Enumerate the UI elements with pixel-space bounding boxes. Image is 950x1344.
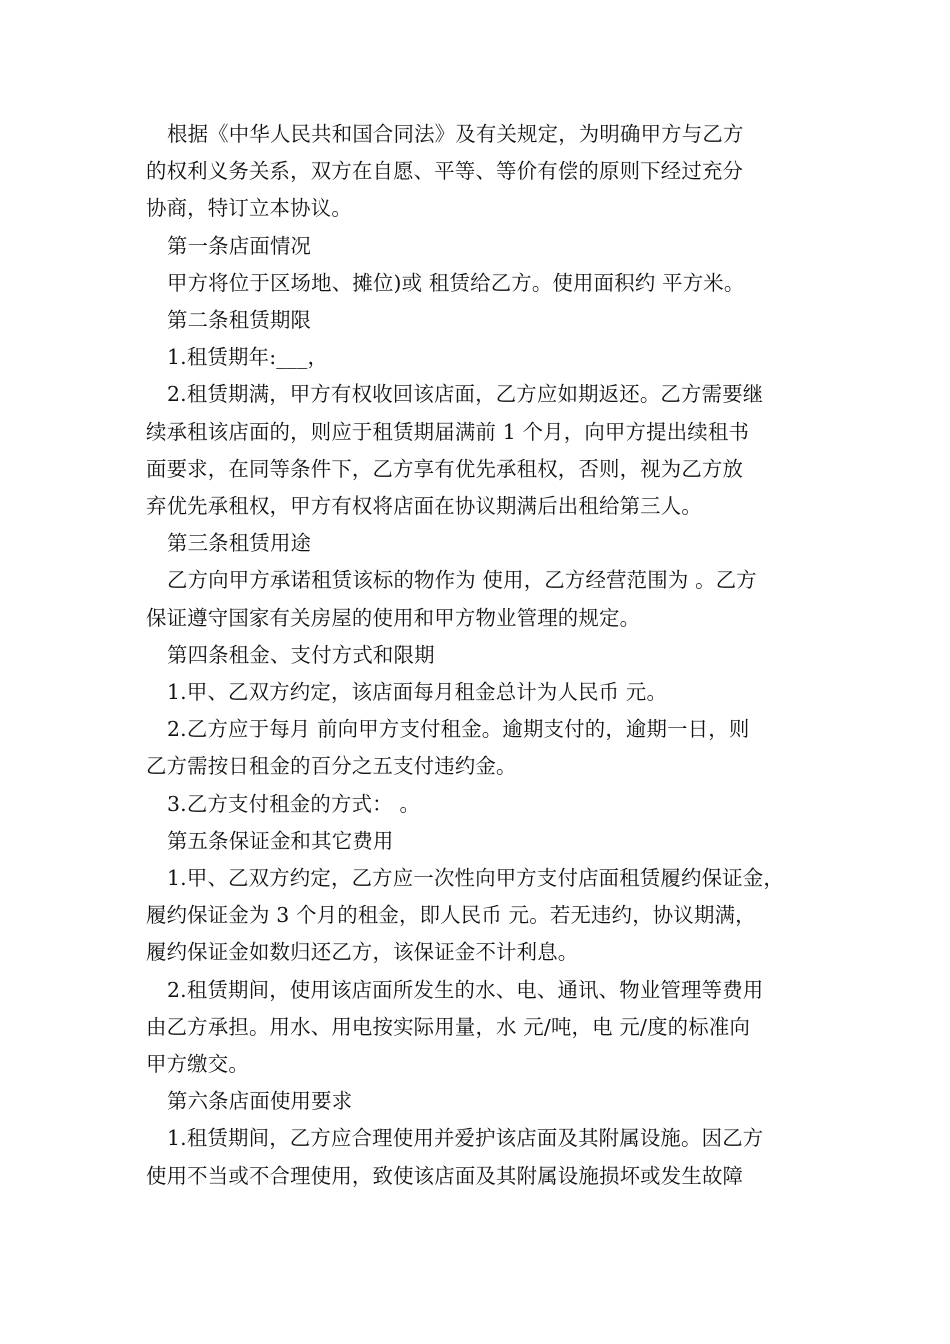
text-line: 根据《中华人民共和国合同法》及有关规定，为明确甲方与乙方 <box>167 122 744 146</box>
text-line: 协商，特订立本协议。 <box>146 196 352 221</box>
text-line: 第五条保证金和其它费用 <box>167 828 394 853</box>
text-line: 第二条租赁期限 <box>167 308 312 333</box>
text-line: 使用不当或不合理使用，致使该店面及其附属设施损坏或发生故障 <box>146 1163 744 1188</box>
article-heading <box>146 302 810 339</box>
text-line: 甲方缴交。 <box>146 1052 249 1077</box>
paragraph <box>146 860 810 972</box>
text-line: 1.甲、乙双方约定，乙方应一次性向甲方支付店面租赁履约保证金， <box>167 866 784 891</box>
text-line: 第四条租金、支付方式和限期 <box>167 642 435 667</box>
text-line: 3.乙方支付租金的方式： 。 <box>167 791 421 816</box>
text-line: 续承租该店面的，则应于租赁期届满前 1 个月，向甲方提出续租书 <box>146 419 750 444</box>
article-heading <box>146 1083 810 1120</box>
text-line: 面要求，在同等条件下，乙方享有优先承租权，否则，视为乙方放 <box>146 456 744 481</box>
text-line: 2.租赁期间，使用该店面所发生的水、电、通讯、物业管理等费用 <box>167 977 764 1002</box>
text-line: 的权利义务关系，双方在自愿、平等、等价有偿的原则下经过充分 <box>146 159 744 184</box>
text-line: 乙方向甲方承诺租赁该标的物作为 使用，乙方经营范围为 。乙方 <box>167 568 757 593</box>
text-line: 2.乙方应于每月 前向甲方支付租金。逾期支付的，逾期一日，则 <box>167 717 750 742</box>
text-line: 弃优先承租权，甲方有权将店面在协议期满后出租给第三人。 <box>146 494 702 519</box>
article-heading <box>146 228 810 265</box>
text-line: 1.租赁期间，乙方应合理使用并爱护该店面及其附属设施。因乙方 <box>167 1126 764 1151</box>
contract-body <box>146 116 810 1195</box>
text-line: 2.租赁期满，甲方有权收回该店面，乙方应如期返还。乙方需要继 <box>167 382 764 407</box>
text-line: 保证遵守国家有关房屋的使用和甲方物业管理的规定。 <box>146 605 641 630</box>
text-line: 履约保证金为 3 个月的租金，即人民币 元。若无违约，协议期满， <box>146 903 756 928</box>
text-line: 1.租赁期年:___， <box>167 345 329 370</box>
text-line: 第六条店面使用要求 <box>167 1089 353 1114</box>
text-line: 1.甲、乙双方约定，该店面每月租金总计为人民币 元。 <box>167 680 668 705</box>
paragraph <box>146 711 810 785</box>
paragraph <box>146 339 810 376</box>
text-line: 甲方将位于区场地、摊位)或 租赁给乙方。使用面积约 平方米。 <box>167 270 745 295</box>
paragraph <box>146 562 810 636</box>
article-heading <box>146 637 810 674</box>
paragraph <box>146 116 810 228</box>
paragraph <box>146 674 810 711</box>
text-line: 履约保证金如数归还乙方，该保证金不计利息。 <box>146 940 579 965</box>
paragraph <box>146 972 810 1084</box>
paragraph <box>146 265 810 302</box>
text-line: 第三条租赁用途 <box>167 531 312 556</box>
paragraph <box>146 376 810 525</box>
paragraph <box>146 786 810 823</box>
text-line: 由乙方承担。用水、用电按实际用量，水 元/吨，电 元/度的标准向 <box>146 1014 751 1039</box>
article-heading <box>146 823 810 860</box>
text-line: 第一条店面情况 <box>167 233 312 258</box>
article-heading <box>146 525 810 562</box>
text-line: 乙方需按日租金的百分之五支付违约金。 <box>146 754 517 779</box>
paragraph <box>146 1120 810 1194</box>
